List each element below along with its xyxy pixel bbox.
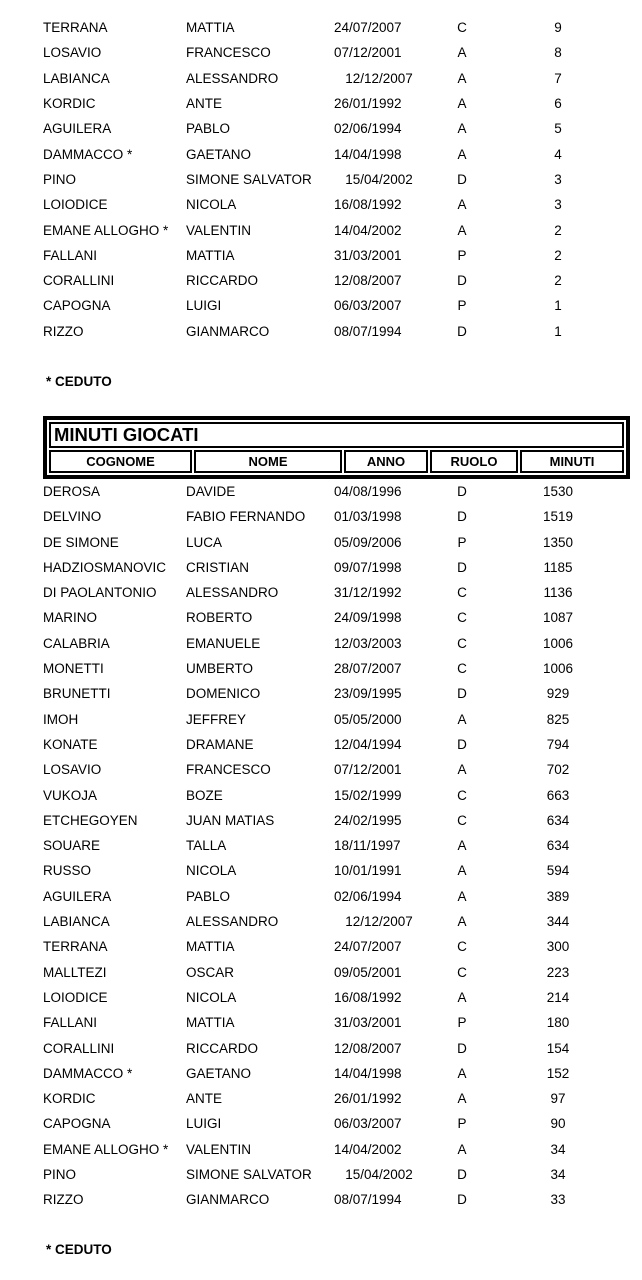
minuti-cell: 1530 [542,484,574,499]
cognome-cell: DE SIMONE [43,534,119,550]
player-row [43,268,610,293]
anno-cell: 24/02/1995 [334,812,402,828]
ruolo-cell: D [457,171,467,187]
player-row [43,580,610,605]
nome-cell: ALESSANDRO [186,585,279,601]
anno-cell: 10/01/1991 [334,863,402,879]
nome-cell: RICCARDO [186,273,259,289]
nome-cell: NICOLA [186,197,237,213]
anno-cell: 26/01/1992 [334,1091,402,1107]
minuti-cell: 34 [550,1141,566,1157]
cognome-cell: DELVINO [43,509,102,525]
anno-cell: 05/09/2006 [334,534,402,550]
anno-cell: 28/07/2007 [334,661,402,677]
ruolo-cell: D [457,1040,467,1056]
player-row [43,631,610,656]
ruolo-cell: C [457,585,467,601]
anno-cell: 08/07/1994 [334,323,402,339]
player-row [43,934,610,959]
cognome-cell: KORDIC [43,96,96,112]
ruolo-cell: D [457,323,467,339]
cognome-cell: TERRANA [43,20,108,36]
anno-cell: 24/07/2007 [334,939,402,955]
player-row [43,555,610,580]
player-row [43,782,610,807]
nome-cell: MATTIA [186,1015,235,1031]
minuti-cell: 9 [554,20,562,36]
anno-cell: 31/03/2001 [334,1015,402,1031]
cognome-cell: LABIANCA [43,70,110,86]
minuti-cell: 300 [546,939,570,955]
ruolo-cell: A [457,711,467,727]
nome-cell: SIMONE SALVATOR [186,1167,312,1183]
minuti-cell: 1519 [542,509,574,525]
player-row [43,1162,610,1187]
nome-cell: ANTE [186,1091,223,1107]
player-row [43,141,610,166]
nome-cell: VALENTIN [186,222,252,238]
nome-cell: PABLO [186,888,231,904]
minuti-cell: 1 [554,323,562,339]
player-row [43,40,610,65]
anno-cell: 09/07/1998 [334,559,402,575]
player-row [43,91,610,116]
minuti-cell: 594 [546,863,570,879]
cognome-cell: AGUILERA [43,121,112,137]
ruolo-cell: C [457,20,467,36]
minuti-cell: 344 [546,914,570,930]
nome-cell: DOMENICO [186,686,261,702]
nome-cell: ALESSANDRO [186,70,279,86]
column-header-row [49,450,624,473]
ruolo-cell: C [457,787,467,803]
top-table [43,15,610,344]
cognome-cell: VUKOJA [43,787,98,803]
cognome-cell: PINO [43,1167,77,1183]
anno-cell: 31/03/2001 [334,247,402,263]
nome-cell: MATTIA [186,20,235,36]
anno-cell: 31/12/1992 [334,585,402,601]
minuti-cell: 3 [554,171,562,187]
cognome-cell: ETCHEGOYEN [43,812,138,828]
cognome-cell: SOUARE [43,838,101,854]
minuti-giocati-header-table [43,416,630,479]
minuti-giocati-table [43,479,610,1213]
cognome-cell: HADZIOSMANOVIC [43,559,167,575]
player-row [43,732,610,757]
ruolo-cell: A [457,1141,467,1157]
player-row [43,757,610,782]
minuti-cell: 154 [546,1040,570,1056]
ruolo-cell: D [457,273,467,289]
ruolo-cell: C [457,939,467,955]
anno-cell: 12/12/2007 [334,70,413,86]
anno-cell: 06/03/2007 [334,1116,402,1132]
nome-cell: ANTE [186,96,223,112]
anno-cell: 05/05/2000 [334,711,402,727]
anno-cell: 15/04/2002 [334,1167,413,1183]
player-row [43,909,610,934]
player-row [43,504,610,529]
anno-cell: 15/02/1999 [334,787,402,803]
cognome-cell: RIZZO [43,1192,84,1208]
ruolo-cell: C [457,610,467,626]
col-header-minuti: MINUTI [520,450,624,473]
anno-cell: 09/05/2001 [334,964,402,980]
minuti-cell: 180 [546,1015,570,1031]
nome-cell: ROBERTO [186,610,253,626]
minuti-cell: 6 [554,96,562,112]
cognome-cell: CAPOGNA [43,298,111,314]
anno-cell: 16/08/1992 [334,989,402,1005]
anno-cell: 06/03/2007 [334,298,402,314]
minuti-cell: 929 [546,686,570,702]
anno-cell: 07/12/2001 [334,762,402,778]
section-title-row [49,422,624,448]
player-row [43,707,610,732]
anno-cell: 08/07/1994 [334,1192,402,1208]
ruolo-cell: C [457,812,467,828]
minuti-cell: 634 [546,838,570,854]
player-row [43,681,610,706]
minuti-cell: 97 [550,1091,566,1107]
minuti-cell: 634 [546,812,570,828]
nome-cell: LUIGI [186,1116,222,1132]
anno-cell: 23/09/1995 [334,686,402,702]
ruolo-cell: P [457,1116,467,1132]
anno-cell: 02/06/1994 [334,888,402,904]
player-row [43,293,610,318]
nome-cell: SIMONE SALVATOR [186,171,312,187]
player-row [43,1187,610,1212]
anno-cell: 18/11/1997 [334,838,401,854]
anno-cell: 14/04/1998 [334,1065,402,1081]
minuti-cell: 663 [546,787,570,803]
minuti-cell: 1350 [542,534,574,550]
anno-cell: 12/08/2007 [334,1040,402,1056]
anno-cell: 02/06/1994 [334,121,402,137]
player-row [43,479,610,504]
nome-cell: UMBERTO [186,661,254,677]
player-row [43,1137,610,1162]
nome-cell: MATTIA [186,247,235,263]
player-row [43,858,610,883]
player-row [43,192,610,217]
anno-cell: 24/07/2007 [334,20,402,36]
ruolo-cell: A [457,1065,467,1081]
minuti-cell: 152 [546,1065,570,1081]
minuti-cell: 8 [554,45,562,61]
anno-cell: 26/01/1992 [334,96,402,112]
minuti-cell: 389 [546,888,570,904]
anno-cell: 14/04/2002 [334,222,402,238]
anno-cell: 14/04/1998 [334,146,402,162]
minuti-cell: 4 [554,146,562,162]
ruolo-cell: A [457,222,467,238]
player-row [43,1010,610,1035]
cognome-cell: RIZZO [43,323,84,339]
minuti-cell: 1006 [542,661,574,677]
player-row [43,319,610,344]
ruolo-cell: A [457,914,467,930]
cognome-cell: EMANE ALLOGHO * [43,222,169,238]
cognome-cell: LOIODICE [43,989,108,1005]
nome-cell: TALLA [186,838,227,854]
anno-cell: 12/08/2007 [334,273,402,289]
ruolo-cell: A [457,838,467,854]
cognome-cell: DI PAOLANTONIO [43,585,157,601]
minuti-cell: 2 [554,222,562,238]
footnote-ceduto-bottom: * CEDUTO [46,1242,112,1258]
ruolo-cell: C [457,635,467,651]
nome-cell: MATTIA [186,939,235,955]
minuti-cell: 1087 [542,610,574,626]
nome-cell: LUIGI [186,298,222,314]
ruolo-cell: D [457,1167,467,1183]
nome-cell: BOZE [186,787,223,803]
nome-cell: PABLO [186,121,231,137]
nome-cell: CRISTIAN [186,559,250,575]
anno-cell: 12/12/2007 [334,914,413,930]
nome-cell: RICCARDO [186,1040,259,1056]
player-row [43,884,610,909]
cognome-cell: PINO [43,171,77,187]
player-row [43,1111,610,1136]
nome-cell: VALENTIN [186,1141,252,1157]
nome-cell: GIANMARCO [186,323,270,339]
nome-cell: FABIO FERNANDO [186,509,306,525]
section-title: MINUTI GIOCATI [49,422,624,448]
anno-cell: 15/04/2002 [334,171,413,187]
cognome-cell: DAMMACCO * [43,1065,133,1081]
ruolo-cell: D [457,559,467,575]
cognome-cell: LABIANCA [43,914,110,930]
minuti-cell: 2 [554,273,562,289]
anno-cell: 01/03/1998 [334,509,402,525]
player-row [43,656,610,681]
nome-cell: NICOLA [186,989,237,1005]
minuti-cell: 33 [550,1192,566,1208]
nome-cell: LUCA [186,534,223,550]
nome-cell: OSCAR [186,964,235,980]
ruolo-cell: A [457,70,467,86]
minuti-cell: 5 [554,121,562,137]
player-row [43,960,610,985]
nome-cell: ALESSANDRO [186,914,279,930]
cognome-cell: BRUNETTI [43,686,111,702]
ruolo-cell: A [457,863,467,879]
cognome-cell: MARINO [43,610,97,626]
ruolo-cell: P [457,1015,467,1031]
ruolo-cell: P [457,247,467,263]
nome-cell: FRANCESCO [186,762,271,778]
ruolo-cell: A [457,989,467,1005]
ruolo-cell: A [457,888,467,904]
ruolo-cell: A [457,197,467,213]
anno-cell: 04/08/1996 [334,484,402,499]
ruolo-cell: P [457,534,467,550]
cognome-cell: EMANE ALLOGHO * [43,1141,169,1157]
player-row [43,1086,610,1111]
anno-cell: 16/08/1992 [334,197,402,213]
player-row [43,1035,610,1060]
cognome-cell: LOSAVIO [43,45,102,61]
ruolo-cell: D [457,736,467,752]
top-table-body [43,15,610,344]
cognome-cell: IMOH [43,711,79,727]
ruolo-cell: A [457,96,467,112]
player-row [43,605,610,630]
minuti-cell: 223 [546,964,570,980]
cognome-cell: LOIODICE [43,197,108,213]
player-row [43,66,610,91]
ruolo-cell: D [457,484,467,499]
cognome-cell: FALLANI [43,247,98,263]
ruolo-cell: A [457,146,467,162]
ruolo-cell: D [457,686,467,702]
player-row [43,217,610,242]
cognome-cell: FALLANI [43,1015,98,1031]
nome-cell: DRAMANE [186,736,254,752]
minuti-cell: 1136 [543,585,573,601]
nome-cell: NICOLA [186,863,237,879]
anno-cell: 07/12/2001 [334,45,402,61]
minuti-cell: 214 [546,989,570,1005]
minuti-cell: 1 [554,298,562,314]
ruolo-cell: C [457,964,467,980]
minuti-giocati-table-body [43,479,610,1213]
cognome-cell: LOSAVIO [43,762,102,778]
nome-cell: GAETANO [186,146,252,162]
col-header-anno: ANNO [344,450,428,473]
player-row [43,116,610,141]
nome-cell: EMANUELE [186,635,261,651]
col-header-ruolo: RUOLO [430,450,518,473]
footnote-ceduto-top: * CEDUTO [46,373,112,389]
ruolo-cell: A [457,1091,467,1107]
col-header-nome: NOME [194,450,342,473]
player-row [43,15,610,40]
nome-cell: FRANCESCO [186,45,271,61]
minuti-cell: 1185 [543,559,573,575]
cognome-cell: CORALLINI [43,1040,115,1056]
minuti-cell: 794 [546,736,570,752]
ruolo-cell: A [457,45,467,61]
cognome-cell: CAPOGNA [43,1116,111,1132]
anno-cell: 12/04/1994 [334,736,402,752]
player-row [43,1061,610,1086]
cognome-cell: MALLTEZI [43,964,107,980]
minuti-cell: 3 [554,197,562,213]
ruolo-cell: A [457,121,467,137]
nome-cell: JEFFREY [186,711,247,727]
anno-cell: 12/03/2003 [334,635,402,651]
minuti-cell: 7 [554,70,562,86]
ruolo-cell: A [457,762,467,778]
anno-cell: 24/09/1998 [334,610,402,626]
cognome-cell: TERRANA [43,939,108,955]
player-row [43,529,610,554]
ruolo-cell: C [457,661,467,677]
cognome-cell: KONATE [43,736,98,752]
minuti-cell: 1006 [542,635,574,651]
player-row [43,808,610,833]
cognome-cell: CORALLINI [43,273,115,289]
nome-cell: GIANMARCO [186,1192,270,1208]
minuti-cell: 702 [546,762,570,778]
player-row [43,167,610,192]
player-row [43,243,610,268]
nome-cell: GAETANO [186,1065,252,1081]
cognome-cell: MONETTI [43,661,104,677]
player-row [43,985,610,1010]
minuti-cell: 825 [546,711,570,727]
player-row [43,833,610,858]
cognome-cell: AGUILERA [43,888,112,904]
minuti-cell: 2 [554,247,562,263]
cognome-cell: DAMMACCO * [43,146,133,162]
ruolo-cell: P [457,298,467,314]
col-header-cognome: COGNOME [49,450,192,473]
minuti-cell: 90 [550,1116,566,1132]
nome-cell: DAVIDE [186,484,236,499]
cognome-cell: RUSSO [43,863,92,879]
ruolo-cell: D [457,509,467,525]
minuti-cell: 34 [550,1167,566,1183]
ruolo-cell: D [457,1192,467,1208]
cognome-cell: KORDIC [43,1091,96,1107]
cognome-cell: CALABRIA [43,635,110,651]
cognome-cell: DEROSA [43,484,101,499]
nome-cell: JUAN MATIAS [186,812,275,828]
anno-cell: 14/04/2002 [334,1141,402,1157]
